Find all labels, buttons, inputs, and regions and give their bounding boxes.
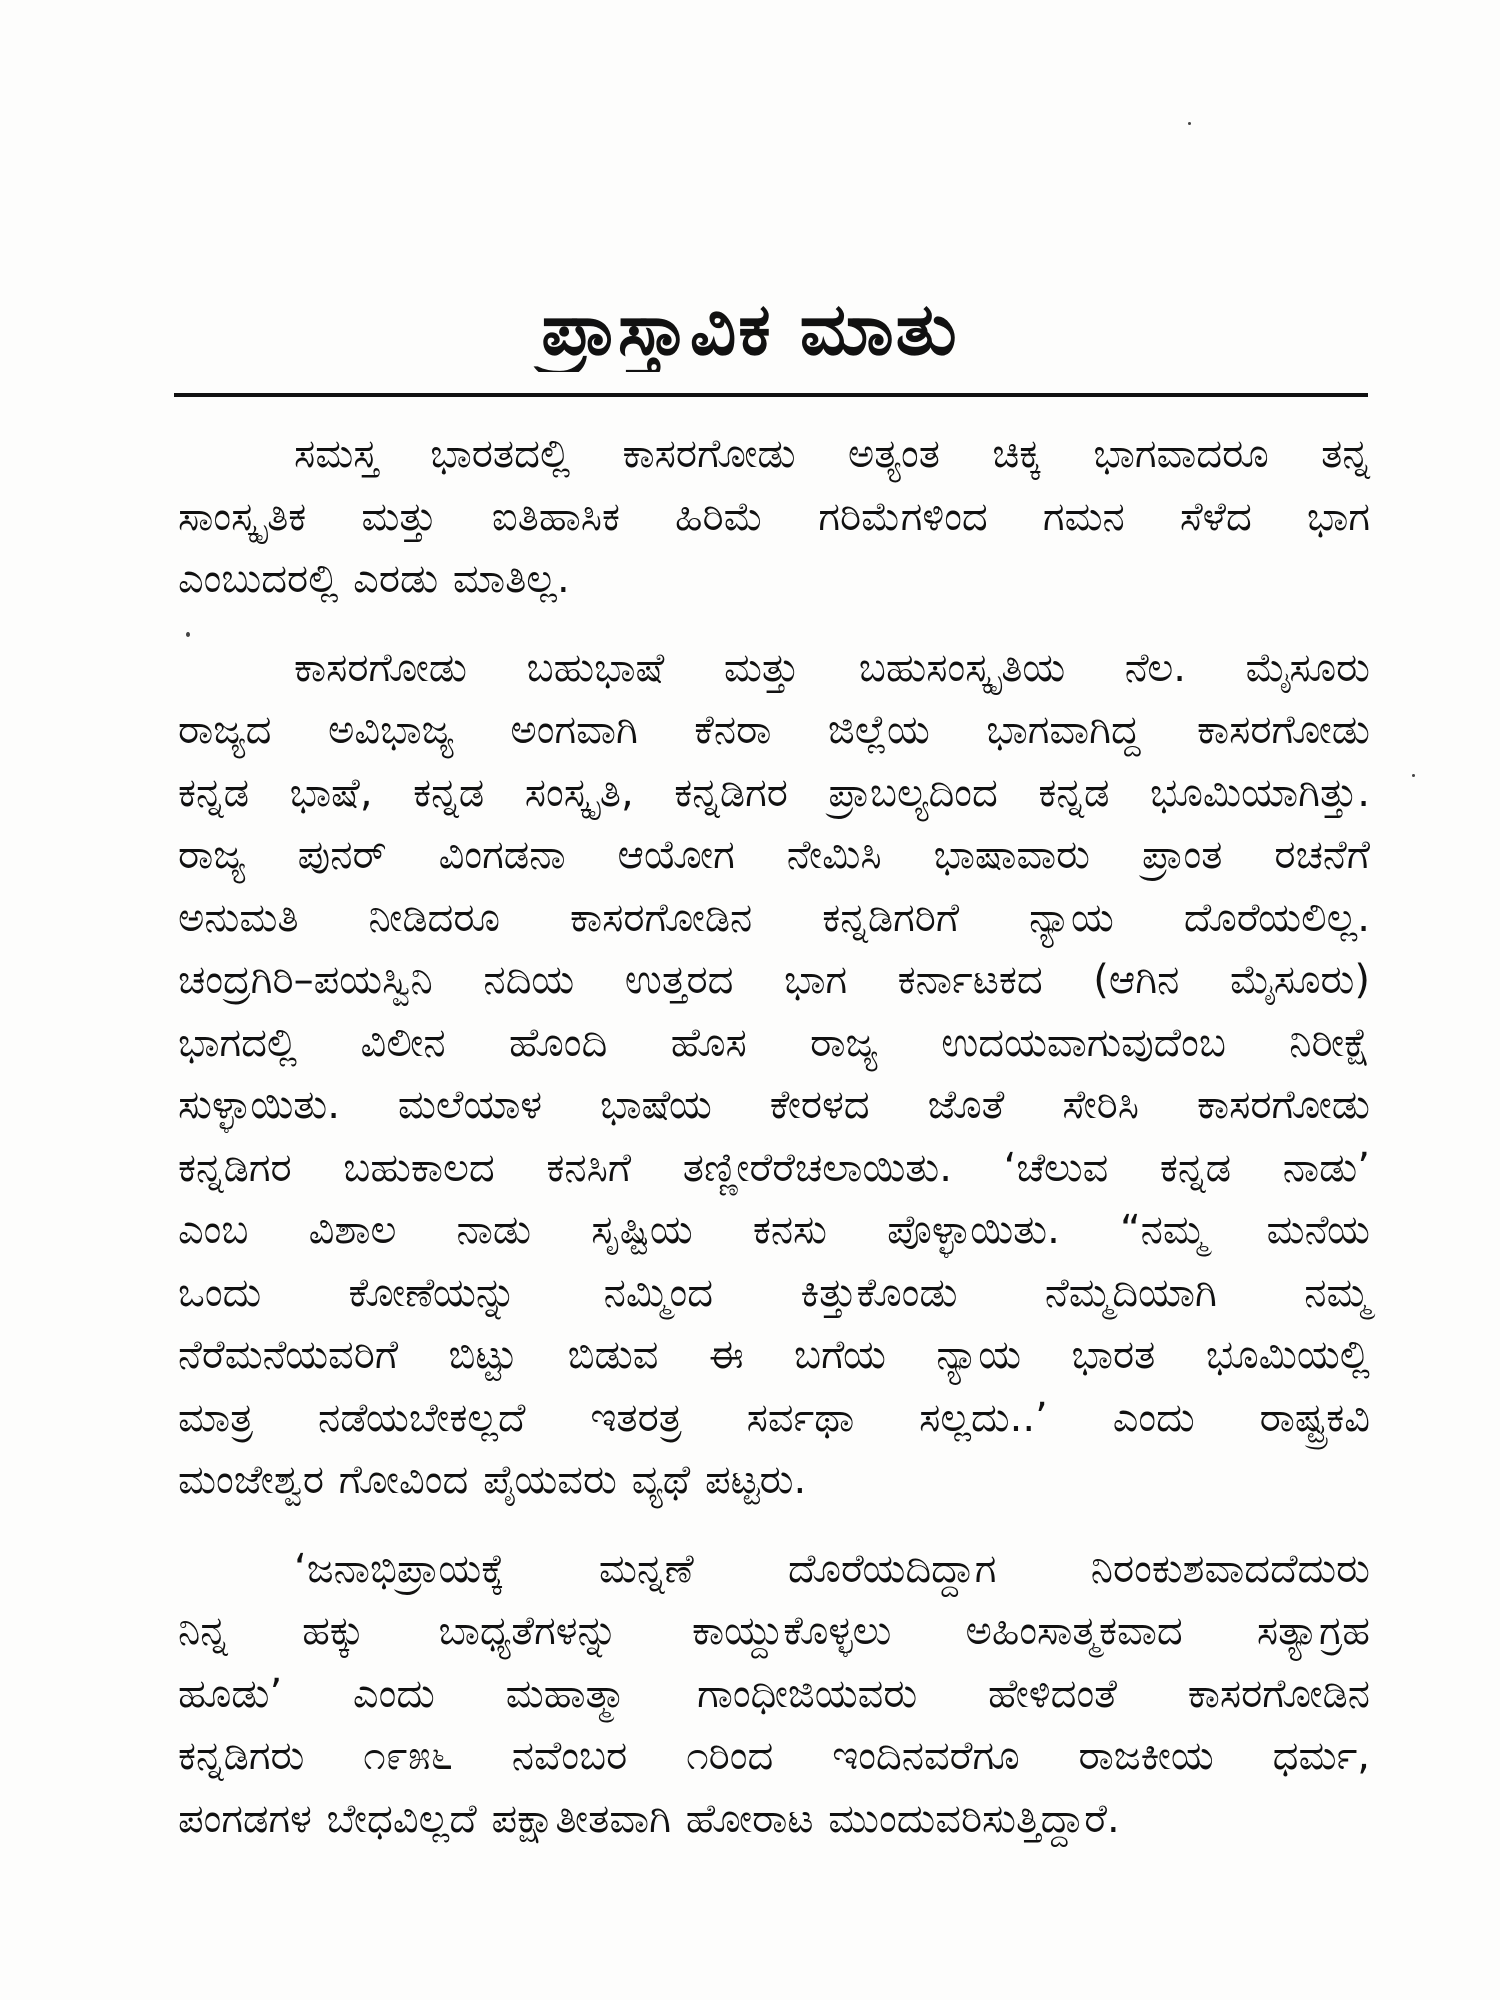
- text-line: ಪಂಗಡಗಳ ಬೇಧವಿಲ್ಲದೆ ಪಕ್ಷಾತೀತವಾಗಿ ಹೋರಾಟ ಮುಂದುವರಿಸುತ್ತಿದ್ದಾರೆ.: [178, 1795, 1120, 1842]
- text-line: ನಿನ್ನ ಹಕ್ಕು ಬಾಧ್ಯತೆಗಳನ್ನು ಕಾಯ್ದುಕೊಳ್ಳಲು ಅಹಿಂಸಾತ್ಮಕವಾದ ಸತ್ಯಾಗ್ರಹ: [178, 1608, 1370, 1654]
- paragraph: [178, 423, 1370, 611]
- text-line: ಸುಳ್ಳಾಯಿತು. ಮಲೆಯಾಳ ಭಾಷೆಯ ಕೇರಳದ ಜೊತೆ ಸೇರಿಸಿ ಕಾಸರಗೋಡು: [178, 1082, 1370, 1128]
- text-line: ಮಾತ್ರ ನಡೆಯಬೇಕಲ್ಲದೆ ಇತರತ್ರ ಸರ್ವಥಾ ಸಲ್ಲದು..’ ಎಂದು ರಾಷ್ಟ್ರಕವಿ: [178, 1394, 1370, 1441]
- text-line: ‘ಜನಾಭಿಪ್ರಾಯಕ್ಕೆ ಮನ್ನಣೆ ದೊರೆಯದಿದ್ದಾಗ ನಿರಂಕುಶವಾದದೆದುರು: [294, 1545, 1370, 1592]
- text-line: ಸಾಂಸ್ಕೃತಿಕ ಮತ್ತು ಐತಿಹಾಸಿಕ ಹಿರಿಮೆ ಗರಿಮೆಗಳಿಂದ ಗಮನ ಸೆಳೆದ ಭಾಗ: [178, 493, 1370, 540]
- text-line: ಸಮಸ್ತ ಭಾರತದಲ್ಲಿ ಕಾಸರಗೋಡು ಅತ್ಯಂತ ಚಿಕ್ಕ ಭಾಗವಾದರೂ ತನ್ನ: [294, 431, 1370, 477]
- text-line: ಕಾಸರಗೋಡು ಬಹುಭಾಷೆ ಮತ್ತು ಬಹುಸಂಸ್ಕೃತಿಯ ನೆಲ. ಮೈಸೂರು: [294, 644, 1370, 691]
- paragraph: [178, 637, 1370, 1512]
- text-line: ಅನುಮತಿ ನೀಡಿದರೂ ಕಾಸರಗೋಡಿನ ಕನ್ನಡಿಗರಿಗೆ ನ್ಯಾಯ ದೊರೆಯಲಿಲ್ಲ.: [178, 894, 1370, 941]
- text-line: ಚಂದ್ರಗಿರಿ–ಪಯಸ್ವಿನಿ ನದಿಯ ಉತ್ತರದ ಭಾಗ ಕರ್ನಾಟಕದ (ಆಗಿನ ಮೈಸೂರು): [178, 957, 1370, 1003]
- scan-speck: [1412, 774, 1415, 777]
- text-line: ಒಂದು ಕೋಣೆಯನ್ನು ನಮ್ಮಿಂದ ಕಿತ್ತುಕೊಂಡು ನೆಮ್ಮದಿಯಾಗಿ ನಮ್ಮ: [178, 1269, 1370, 1316]
- text-line: ಮಂಜೇಶ್ವರ ಗೋವಿಂದ ಪೈಯವರು ವ್ಯಥೆ ಪಟ್ಟರು.: [178, 1457, 807, 1503]
- text-line: ಹೂಡು’ ಎಂದು ಮಹಾತ್ಮಾ ಗಾಂಧೀಜಿಯವರು ಹೇಳಿದಂತೆ ಕಾಸರಗೋಡಿನ: [178, 1670, 1370, 1717]
- paragraph: [178, 1538, 1370, 1851]
- page-title: ಪ್ರಾಸ್ತಾವಿಕ ಮಾತು: [541, 287, 959, 371]
- title-rule: [174, 393, 1368, 397]
- text-line: ಕನ್ನಡಿಗರು ೧೯೫೬ ನವೆಂಬರ ೧ರಿಂದ ಇಂದಿನವರೆಗೂ ರಾಜಕೀಯ ಧರ್ಮ,: [178, 1733, 1370, 1779]
- text-line: ಕನ್ನಡ ಭಾಷೆ, ಕನ್ನಡ ಸಂಸ್ಕೃತಿ, ಕನ್ನಡಿಗರ ಪ್ರಾಬಲ್ಯದಿಂದ ಕನ್ನಡ ಭೂಮಿಯಾಗಿತ್ತು.: [178, 769, 1370, 816]
- text-line: ಎಂಬುದರಲ್ಲಿ ಎರಡು ಮಾತಿಲ್ಲ.: [178, 556, 570, 602]
- text-line: ರಾಜ್ಯ ಪುನರ್ ವಿಂಗಡನಾ ಆಯೋಗ ನೇಮಿಸಿ ಭಾಷಾವಾರು ಪ್ರಾಂತ ರಚನೆಗೆ: [178, 832, 1370, 878]
- text-line: ಭಾಗದಲ್ಲಿ ವಿಲೀನ ಹೊಂದಿ ಹೊಸ ರಾಜ್ಯ ಉದಯವಾಗುವುದೆಂಬ ನಿರೀಕ್ಷೆ: [178, 1019, 1370, 1066]
- text-line: ಕನ್ನಡಿಗರ ಬಹುಕಾಲದ ಕನಸಿಗೆ ತಣ್ಣೀರೆರೆಚಲಾಯಿತು. ‘ಚೆಲುವ ಕನ್ನಡ ನಾಡು’: [178, 1144, 1370, 1191]
- text-line: ಎಂಬ ವಿಶಾಲ ನಾಡು ಸೃಷ್ಟಿಯ ಕನಸು ಪೊಳ್ಳಾಯಿತು. “ನಮ್ಮ ಮನೆಯ: [178, 1207, 1370, 1253]
- body-text: [178, 423, 1370, 1850]
- scan-speck: [1188, 122, 1191, 125]
- text-line: ರಾಜ್ಯದ ಅವಿಭಾಜ್ಯ ಅಂಗವಾಗಿ ಕೆನರಾ ಜಿಲ್ಲೆಯ ಭಾಗವಾಗಿದ್ದ ಕಾಸರಗೋಡು: [178, 707, 1370, 753]
- text-line: ನೆರೆಮನೆಯವರಿಗೆ ಬಿಟ್ಟು ಬಿಡುವ ಈ ಬಗೆಯ ನ್ಯಾಯ ಭಾರತ ಭೂಮಿಯಲ್ಲಿ: [178, 1332, 1370, 1378]
